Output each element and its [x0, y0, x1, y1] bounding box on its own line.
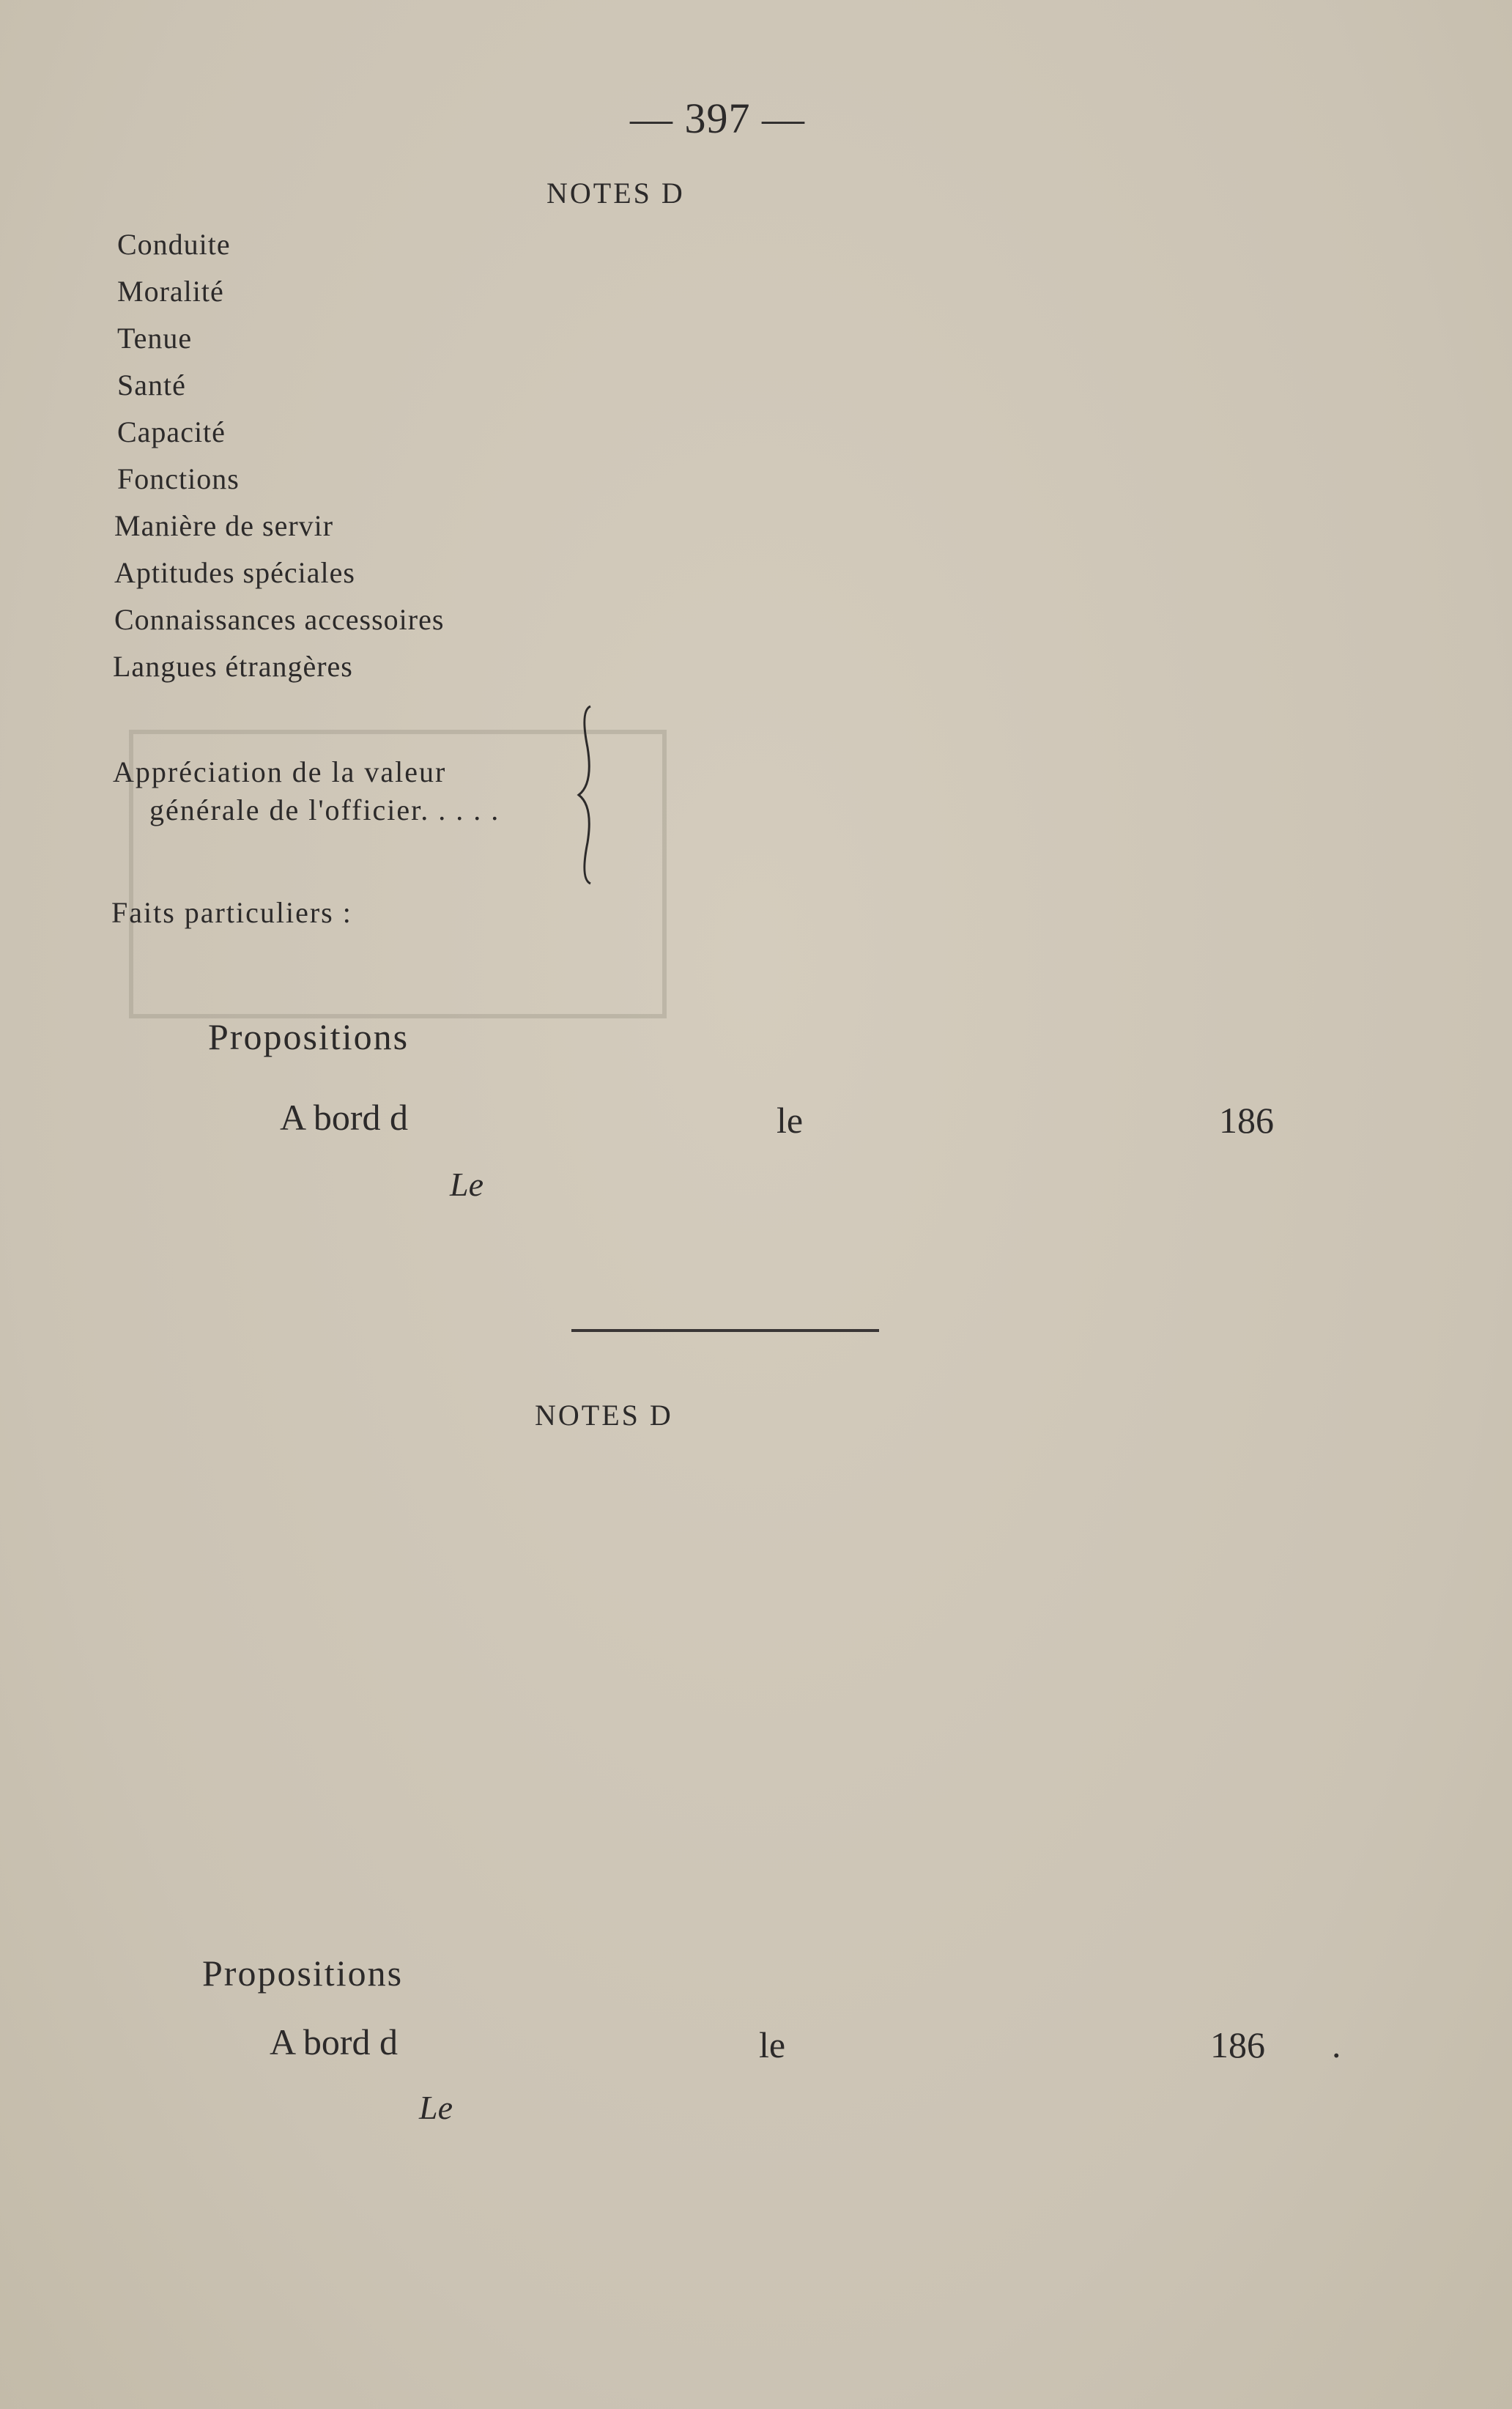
- propositions-heading-2: Propositions: [202, 1953, 404, 1994]
- appreciation-brace: [571, 703, 601, 887]
- criterion-conduite: Conduite: [117, 228, 231, 261]
- propositions-heading-1: Propositions: [208, 1016, 410, 1057]
- a-bord-label-1: A bord d: [280, 1097, 408, 1138]
- section-divider: [571, 1329, 879, 1332]
- page-number: — 397 —: [630, 95, 805, 142]
- section-title-2: NOTES D: [535, 1399, 673, 1432]
- criterion-fonctions: Fonctions: [117, 462, 240, 495]
- criterion-maniere-de-servir: Manière de servir: [114, 509, 334, 542]
- criterion-langues-etrangeres: Langues étrangères: [113, 650, 353, 683]
- le-label-2: le: [759, 2024, 786, 2065]
- signer-label-2: Le: [419, 2089, 453, 2126]
- le-label-1: le: [777, 1100, 804, 1141]
- year-label-2: 186: [1210, 2024, 1265, 2065]
- section-title-1: NOTES D: [546, 177, 685, 210]
- criterion-moralite: Moralité: [117, 275, 224, 308]
- criterion-connaissances-accessoires: Connaissances accessoires: [114, 603, 445, 636]
- faits-particuliers-label: Faits particuliers :: [111, 896, 352, 929]
- signer-label-1: Le: [450, 1166, 483, 1203]
- criterion-capacite: Capacité: [117, 415, 226, 448]
- appreciation-line-1: Appréciation de la valeur: [113, 755, 447, 788]
- criterion-aptitudes-speciales: Aptitudes spéciales: [114, 556, 355, 589]
- year-period-2: .: [1332, 2024, 1341, 2065]
- year-label-1: 186: [1219, 1100, 1274, 1141]
- criterion-sante: Santé: [117, 369, 186, 402]
- criterion-tenue: Tenue: [117, 322, 193, 355]
- appreciation-line-2: générale de l'officier. . . . .: [149, 793, 500, 826]
- a-bord-label-2: A bord d: [270, 2021, 398, 2062]
